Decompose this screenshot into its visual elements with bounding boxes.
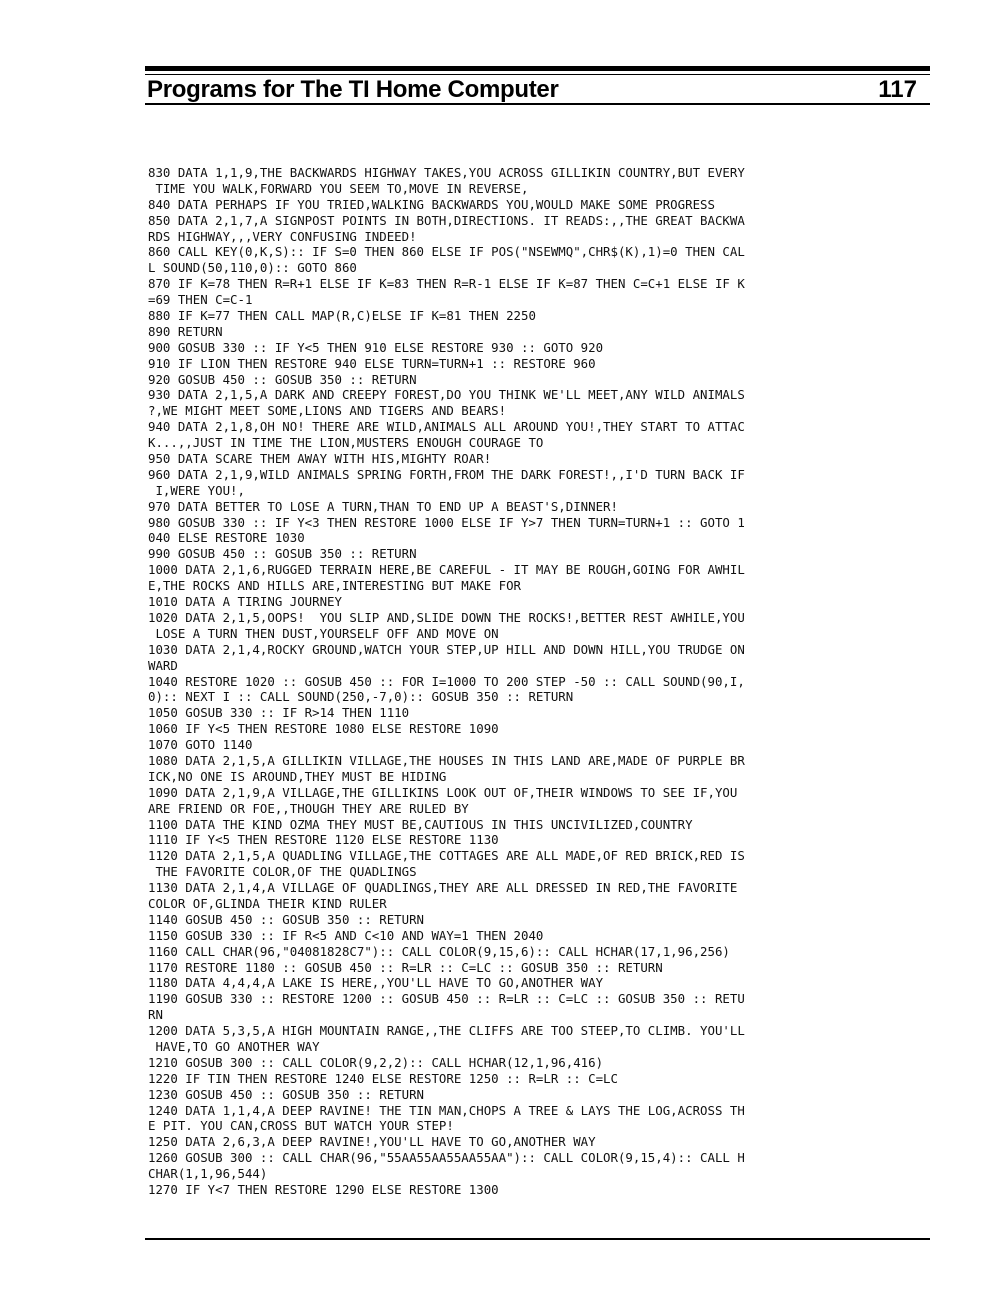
- code-line: COLOR OF,GLINDA THEIR KIND RULER: [148, 895, 387, 911]
- code-line: 980 GOSUB 330 :: IF Y<3 THEN RESTORE 1000 ELSE IF Y>7 THEN TURN=TURN+1 :: GOTO 1: [148, 514, 745, 530]
- code-line: 1170 RESTORE 1180 :: GOSUB 450 :: R=LR :: C=LC :: GOSUB 350 :: RETURN: [148, 959, 663, 975]
- code-line: 1120 DATA 2,1,5,A QUADLING VILLAGE,THE COTTAGES ARE ALL MADE,OF RED BRICK,RED IS: [148, 848, 745, 864]
- code-line: 1100 DATA THE KIND OZMA THEY MUST BE,CAUTIOUS IN THIS UNCIVILIZED,COUNTRY: [148, 816, 693, 832]
- code-line: 1270 IF Y<7 THEN RESTORE 1290 ELSE RESTORE 1300: [148, 1182, 499, 1197]
- code-line: 950 DATA SCARE THEM AWAY WITH HIS,MIGHTY ROAR!: [148, 451, 492, 467]
- code-line: RDS HIGHWAY,,,VERY CONFUSING INDEED!: [148, 228, 417, 244]
- code-line: 890 RETURN: [148, 323, 223, 339]
- code-line: 1250 DATA 2,6,3,A DEEP RAVINE!,YOU'LL HAVE TO GO,ANOTHER WAY: [148, 1134, 596, 1150]
- code-line: 1240 DATA 1,1,4,A DEEP RAVINE! THE TIN MAN,CHOPS A TREE & LAYS THE LOG,ACROSS TH: [148, 1102, 745, 1118]
- code-line: 1150 GOSUB 330 :: IF R<5 AND C<10 AND WAY=1 THEN 2040: [148, 927, 544, 943]
- code-line: 850 DATA 2,1,7,A SIGNPOST POINTS IN BOTH,DIRECTIONS. IT READS:,,THE GREAT BACKWA: [148, 212, 745, 228]
- page-number: 117: [878, 76, 917, 103]
- code-line: 860 CALL KEY(0,K,S):: IF S=0 THEN 860 ELSE IF POS("NSEWMQ",CHR$(K),1)=0 THEN CAL: [148, 244, 745, 260]
- code-line: 1020 DATA 2,1,5,OOPS! YOU SLIP AND,SLIDE DOWN THE ROCKS!,BETTER REST AWHILE,YOU: [148, 609, 745, 625]
- code-line: 1090 DATA 2,1,9,A VILLAGE,THE GILLIKINS LOOK OUT OF,THEIR WINDOWS TO SEE IF,YOU: [148, 784, 738, 800]
- code-line: 830 DATA 1,1,9,THE BACKWARDS HIGHWAY TAKES,YOU ACROSS GILLIKIN COUNTRY,BUT EVERY: [148, 165, 745, 180]
- code-line: 1070 GOTO 1140: [148, 737, 253, 753]
- program-listing: [148, 165, 920, 1198]
- code-line: 1050 GOSUB 330 :: IF R>14 THEN 1110: [148, 705, 410, 721]
- code-line: 1000 DATA 2,1,6,RUGGED TERRAIN HERE,BE CAREFUL - IT MAY BE ROUGH,GOING FOR AWHIL: [148, 562, 745, 578]
- header-top-rule-thick: [145, 66, 930, 71]
- code-line: TIME YOU WALK,FORWARD YOU SEEM TO,MOVE IN REVERSE,: [148, 180, 529, 196]
- code-line: 0):: NEXT I :: CALL SOUND(250,-7,0):: GOSUB 350 :: RETURN: [148, 689, 574, 705]
- code-line: E,THE ROCKS AND HILLS ARE,INTERESTING BUT MAKE FOR: [148, 578, 521, 594]
- code-line: K...,,JUST IN TIME THE LION,MUSTERS ENOUGH COURAGE TO: [148, 435, 544, 451]
- code-line: 1060 IF Y<5 THEN RESTORE 1080 ELSE RESTORE 1090: [148, 721, 499, 737]
- code-line: 1230 GOSUB 450 :: GOSUB 350 :: RETURN: [148, 1086, 425, 1102]
- code-line: =69 THEN C=C-1: [148, 292, 253, 308]
- code-line: 040 ELSE RESTORE 1030: [148, 530, 305, 546]
- code-line: 1130 DATA 2,1,4,A VILLAGE OF QUADLINGS,THEY ARE ALL DRESSED IN RED,THE FAVORITE: [148, 880, 738, 896]
- code-line: 1140 GOSUB 450 :: GOSUB 350 :: RETURN: [148, 911, 425, 927]
- code-line: 1190 GOSUB 330 :: RESTORE 1200 :: GOSUB 450 :: R=LR :: C=LC :: GOSUB 350 :: RETU: [148, 991, 745, 1007]
- code-line: 990 GOSUB 450 :: GOSUB 350 :: RETURN: [148, 546, 417, 562]
- code-line: 1010 DATA A TIRING JOURNEY: [148, 594, 342, 610]
- code-line: 1110 IF Y<5 THEN RESTORE 1120 ELSE RESTORE 1130: [148, 832, 499, 848]
- code-line: HAVE,TO GO ANOTHER WAY: [148, 1038, 320, 1054]
- code-line: L SOUND(50,110,0):: GOTO 860: [148, 260, 357, 276]
- code-line: 930 DATA 2,1,5,A DARK AND CREEPY FOREST,DO YOU THINK WE'LL MEET,ANY WILD ANIMALS: [148, 387, 745, 403]
- code-line: CHAR(1,1,96,544): [148, 1166, 268, 1182]
- code-line: 1040 RESTORE 1020 :: GOSUB 450 :: FOR I=1000 TO 200 STEP -50 :: CALL SOUND(90,I,: [148, 673, 745, 689]
- code-line: 940 DATA 2,1,8,OH NO! THERE ARE WILD,ANIMALS ALL AROUND YOU!,THEY START TO ATTAC: [148, 419, 745, 435]
- code-line: 970 DATA BETTER TO LOSE A TURN,THAN TO END UP A BEAST'S,DINNER!: [148, 498, 618, 514]
- running-header: [147, 76, 927, 106]
- code-line: 920 GOSUB 450 :: GOSUB 350 :: RETURN: [148, 371, 417, 387]
- code-line: RN: [148, 1007, 163, 1023]
- code-line: ?,WE MIGHT MEET SOME,LIONS AND TIGERS AND BEARS!: [148, 403, 507, 419]
- code-line: 1260 GOSUB 300 :: CALL CHAR(96,"55AA55AA55AA55AA"):: CALL COLOR(9,15,4):: CALL H: [148, 1150, 745, 1166]
- code-line: 900 GOSUB 330 :: IF Y<5 THEN 910 ELSE RESTORE 930 :: GOTO 920: [148, 339, 604, 355]
- code-line: E PIT. YOU CAN,CROSS BUT WATCH YOUR STEP!: [148, 1118, 454, 1134]
- code-line: ARE FRIEND OR FOE,,THOUGH THEY ARE RULED BY: [148, 800, 469, 816]
- code-line: 1030 DATA 2,1,4,ROCKY GROUND,WATCH YOUR STEP,UP HILL AND DOWN HILL,YOU TRUDGE ON: [148, 641, 745, 657]
- code-line: WARD: [148, 657, 178, 673]
- header-top-rule-thin: [145, 74, 930, 75]
- code-line: 1210 GOSUB 300 :: CALL COLOR(9,2,2):: CALL HCHAR(12,1,96,416): [148, 1054, 604, 1070]
- code-line: LOSE A TURN THEN DUST,YOURSELF OFF AND MOVE ON: [148, 625, 499, 641]
- code-line: 910 IF LION THEN RESTORE 940 ELSE TURN=TURN+1 :: RESTORE 960: [148, 355, 596, 371]
- footer-rule: [145, 1238, 930, 1240]
- code-line: 1200 DATA 5,3,5,A HIGH MOUNTAIN RANGE,,THE CLIFFS ARE TOO STEEP,TO CLIMB. YOU'LL: [148, 1023, 745, 1039]
- code-line: 840 DATA PERHAPS IF YOU TRIED,WALKING BACKWARDS YOU,WOULD MAKE SOME PROGRESS: [148, 196, 715, 212]
- code-line: 1160 CALL CHAR(96,"04081828C7"):: CALL COLOR(9,15,6):: CALL HCHAR(17,1,96,256): [148, 943, 730, 959]
- code-line: I,WERE YOU!,: [148, 482, 245, 498]
- code-line: 1220 IF TIN THEN RESTORE 1240 ELSE RESTORE 1250 :: R=LR :: C=LC: [148, 1070, 618, 1086]
- code-line: 880 IF K=77 THEN CALL MAP(R,C)ELSE IF K=81 THEN 2250: [148, 308, 536, 324]
- running-title: Programs for The TI Home Computer: [147, 76, 559, 103]
- code-line: 1180 DATA 4,4,4,A LAKE IS HERE,,YOU'LL HAVE TO GO,ANOTHER WAY: [148, 975, 604, 991]
- code-line: THE FAVORITE COLOR,OF THE QUADLINGS: [148, 864, 417, 880]
- header-underline: [145, 103, 930, 105]
- code-line: 1080 DATA 2,1,5,A GILLIKIN VILLAGE,THE HOUSES IN THIS LAND ARE,MADE OF PURPLE BR: [148, 752, 745, 768]
- code-line: 870 IF K=78 THEN R=R+1 ELSE IF K=83 THEN R=R-1 ELSE IF K=87 THEN C=C+1 ELSE IF K: [148, 276, 745, 292]
- code-line: 960 DATA 2,1,9,WILD ANIMALS SPRING FORTH,FROM THE DARK FOREST!,,I'D TURN BACK IF: [148, 466, 745, 482]
- code-line: ICK,NO ONE IS AROUND,THEY MUST BE HIDING: [148, 768, 447, 784]
